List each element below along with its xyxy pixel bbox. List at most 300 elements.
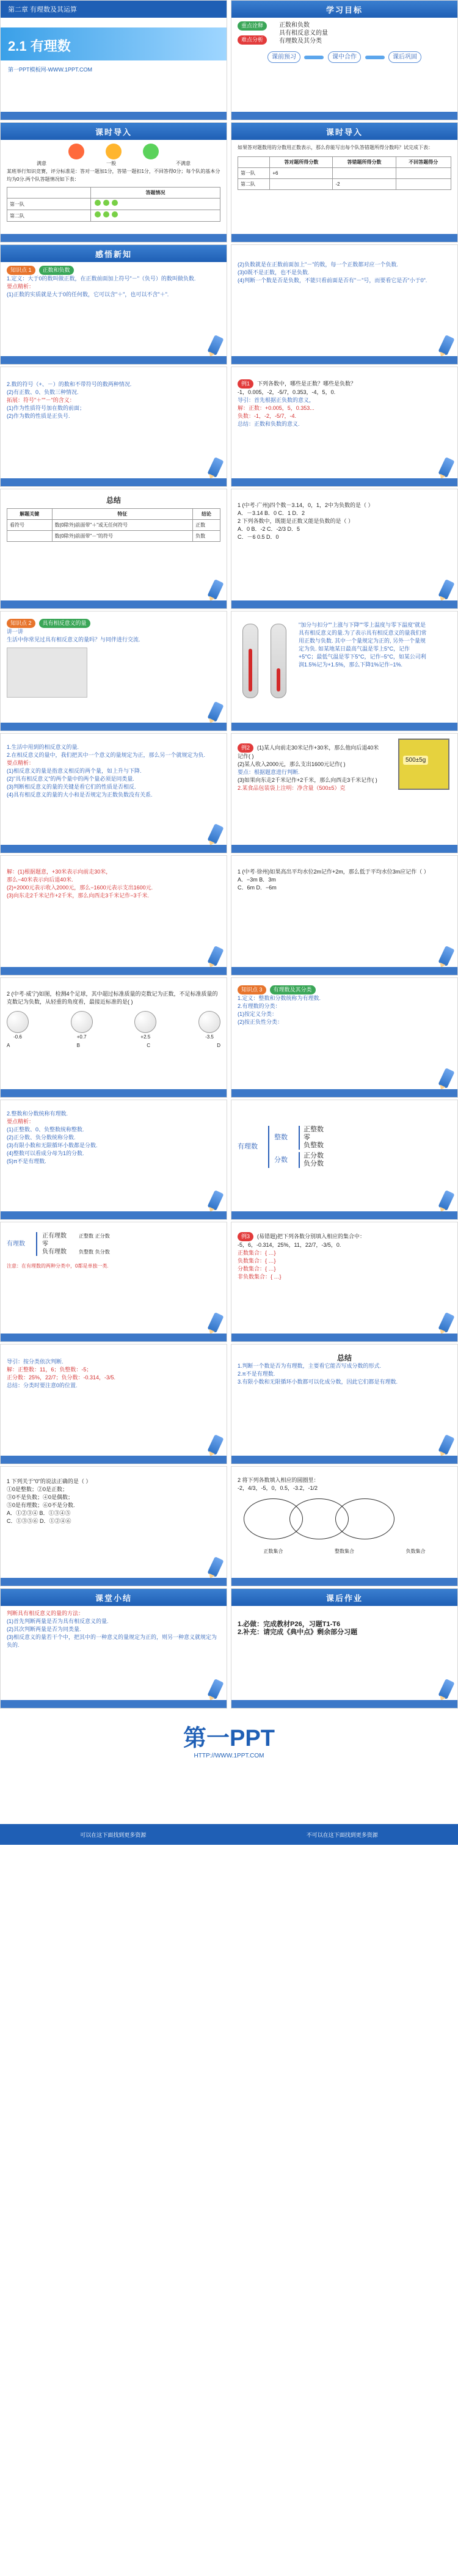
- line: C．①③⑤⑥ D．①②④⑥: [7, 1518, 71, 1524]
- rice-bag-icon: [398, 739, 449, 790]
- slide-kp2-notes[interactable]: [0, 733, 227, 853]
- face-label-3: 不满意: [176, 161, 191, 166]
- football-icon: [134, 1011, 156, 1040]
- cell: [396, 179, 451, 190]
- table-head: [238, 157, 270, 168]
- slide-classification-1[interactable]: [231, 1100, 458, 1220]
- line: 2 将下列各数填入相应的圆圈里：: [238, 1477, 319, 1483]
- ex3-sol-body: [1, 1354, 227, 1393]
- slide-footer: [231, 1700, 457, 1708]
- line: 1.定义：整数和分数统称为有理数.: [238, 995, 321, 1001]
- classification-2-body: [1, 1228, 227, 1274]
- line: 总结：正数和负数的意义.: [238, 421, 300, 427]
- pencil-icon: [438, 457, 454, 478]
- line: (4)判断一个数是否是负数，不能只看前面是否有"－"号，而要看它是否"小于0".: [238, 277, 427, 283]
- leaf: 正整数: [304, 1126, 324, 1133]
- row-5: [0, 489, 458, 609]
- slide-cover[interactable]: [0, 0, 227, 120]
- item: 零: [42, 1241, 48, 1247]
- dots-cell: [91, 210, 220, 222]
- item: 负有理数: [42, 1249, 67, 1255]
- th: 特征: [52, 509, 193, 520]
- line: A．−3m B．3m: [238, 877, 276, 883]
- line: 2.有理数的分类：: [238, 1003, 281, 1009]
- pencil-icon: [438, 1434, 454, 1455]
- row-4: [0, 367, 458, 487]
- slide-example-3[interactable]: [231, 1222, 458, 1342]
- line: 分数集合：{ …}: [238, 1266, 276, 1272]
- ball-value: +2.5: [140, 1034, 151, 1040]
- td: 负数: [193, 531, 220, 542]
- line: A．－3.14 B．0 C．1 D．2: [238, 510, 305, 516]
- line: 1 (中考·徐州)如果高出平均水位2m记作+2m，那么低于平均水位3m应记作（ ）: [238, 869, 429, 875]
- line: 2 (中考·威宁)如图，检测4个足球，其中超过标准质量的克数记为正数，不足标准质量的克数记为负数，从轻重的角度看，最接近标准的是( ): [7, 991, 218, 1005]
- slide-footer: [1, 1578, 227, 1586]
- pencil-icon: [207, 946, 224, 966]
- sub: 负整数: [79, 1249, 93, 1255]
- slide-class-summary[interactable]: [0, 1588, 227, 1709]
- slide-footer: [1, 356, 227, 364]
- kp3-body: [231, 982, 457, 1030]
- end-banner: [0, 1710, 458, 1845]
- intro2-text: 如果答对题数用的分数用正数表示，那么你能写出每个队答错题所得分数吗？试完成下表：: [238, 145, 433, 150]
- line: 2.在相反意义的量中，我们把其中一个意义的量规定为正，那么另一个就规定为负.: [7, 752, 206, 758]
- line: 1.判断一个数是否为有理数，主要看它能否写成分数的形式.: [238, 1363, 382, 1369]
- venn-label: 负数集合: [405, 1549, 426, 1554]
- flow-1: 课前预习: [267, 51, 300, 63]
- kp1-line-2: 要点精析：: [7, 283, 35, 290]
- pencil-icon: [207, 335, 224, 356]
- kp1-line-3: (1)正数的实质就是大于0的任何数，它可以含"＋"，也可以不含"＋".: [7, 291, 169, 297]
- pencil-icon: [438, 1312, 454, 1333]
- objective-3: 有理数及其分类: [279, 38, 322, 45]
- pencil-icon: [207, 1312, 224, 1333]
- line: 要点：根据题意进行判断.: [238, 769, 300, 775]
- root: 有理数: [238, 1143, 258, 1150]
- slide-intro-2[interactable]: [231, 122, 458, 243]
- line: (2)其次判断两量是否为同类量.: [7, 1626, 81, 1632]
- row-13: [0, 1466, 458, 1586]
- line: (1)按定义分类：: [238, 1011, 277, 1017]
- slide-title: 课时导入: [231, 123, 457, 140]
- slide-new-knowledge[interactable]: [0, 244, 227, 365]
- slide-kp2-explain[interactable]: [231, 611, 458, 731]
- slide-footer: [1, 1334, 227, 1341]
- line: (1)相反意义的量是指意义相反的两个量，如上升与下降.: [7, 768, 142, 774]
- slide-kp3[interactable]: [231, 977, 458, 1098]
- line: "加分与扣分""上涨与下降""零上温度与零下温度"就是具有相反意义的量.为了表示具有相反意义的量我们常用正数与负数. 其中一个量规定为正的, 另外一个量规定为负. 如某地某日最高气温是零上5°C，记作+5°C；最低气温是零下5°C，记作−5°C，如某公司利润1.5%记为+1.5%，那么下降1%记作−1%.: [299, 622, 427, 668]
- pencil-icon: [207, 823, 224, 844]
- cell: [270, 179, 333, 190]
- td: 数(0除外)前面带"－"的符号: [52, 531, 193, 542]
- th: 结论: [193, 509, 220, 520]
- line: 那么−40米表示向后退40米.: [7, 877, 73, 883]
- row-6: [0, 611, 458, 731]
- slide-intro-1[interactable]: [0, 122, 227, 243]
- row-1: [0, 0, 458, 120]
- slide-footer: [231, 1089, 457, 1097]
- summary-1-body: [1, 493, 227, 545]
- table-head: 答题情况: [91, 188, 220, 199]
- kp1-body: [1, 262, 227, 302]
- example-tag: 例3: [238, 1232, 253, 1241]
- answer-table: [7, 187, 220, 222]
- kp3-notes-body: [1, 1106, 227, 1169]
- kp-tag: 知识点 3: [238, 985, 266, 994]
- line: ①0是整数；②0是正数；: [7, 1486, 68, 1492]
- line: (2)作为数的性质是正负号.: [7, 413, 70, 419]
- slide-footer: [231, 112, 457, 120]
- row-12: [0, 1344, 458, 1464]
- kp1-line-1: 1.定义：大于0的数叫做正数，在正数前面加上符号"－"（负号）的数叫做负数.: [7, 275, 196, 282]
- slide-footer: [231, 1334, 457, 1341]
- ex1-body: [231, 376, 457, 432]
- line: (3)0既不是正数，也不是负数.: [238, 269, 310, 275]
- line: 1.生活中用到的相反意义的量.: [7, 744, 79, 750]
- line: 正分数：25%，22/7；负分数：-0.314，-3/5.: [7, 1374, 116, 1381]
- intro-text: 某班举行知识竞赛，评分标准是：答对一题加1分，答错一题扣1分，不回答得0分；每个队的基本分均为0分.两个队答题情况如下表：: [7, 169, 220, 182]
- slide-homework[interactable]: [231, 1588, 458, 1709]
- cover-title: 2.1 有理数: [8, 38, 71, 54]
- slide-example-3-solution[interactable]: [0, 1344, 227, 1464]
- leaf: 负整数: [304, 1142, 324, 1149]
- slide-exercise-1[interactable]: [231, 489, 458, 609]
- td: [7, 531, 53, 542]
- example-tag: 例1: [238, 379, 253, 389]
- slide-footer: [1, 967, 227, 975]
- root: 有理数: [7, 1241, 25, 1247]
- item: 正有理数: [42, 1233, 67, 1239]
- th: 解题关键: [7, 509, 53, 520]
- classroom-image: [7, 648, 87, 698]
- slide-example-2-solution[interactable]: [0, 855, 227, 976]
- slide-footer: [1, 723, 227, 731]
- pencil-icon: [207, 457, 224, 478]
- slide-exercise-3[interactable]: [0, 977, 227, 1098]
- line: 2.某食品包装袋上注明：净含量（500±5）克: [238, 785, 346, 791]
- pencil-icon: [207, 1679, 224, 1699]
- exercise-3-body: [1, 987, 227, 1053]
- summary-2-body: [231, 1351, 457, 1390]
- leaf: 零: [304, 1134, 310, 1141]
- exercise-1-body: [231, 498, 457, 545]
- line: (3)判断相反意义的量的关键是看它们的性质是否相反.: [7, 784, 136, 790]
- line: -5，6，-0.314，25%，11，22/7，-3/5，0.: [238, 1242, 341, 1248]
- line: ⑤0是有理数；⑥0不是分数.: [7, 1502, 75, 1508]
- slide-exercise-5[interactable]: [231, 1466, 458, 1586]
- line: 要点精析：: [7, 760, 35, 766]
- line: -1，0.005，-2，-5/7，0.353，-4，5，0.: [238, 389, 336, 395]
- line: (2)有正数、0、负数三种情况.: [7, 389, 79, 395]
- line: 1.必做：完成教材P26，习题T1-T6: [238, 1621, 341, 1628]
- slide-footer: [1, 234, 227, 242]
- kp-tag: 知识点 2: [7, 619, 35, 628]
- slide-exercise-4[interactable]: [0, 1466, 227, 1586]
- line: (2)某人收入2000元，那么支出1600元记作( ): [238, 761, 346, 767]
- line: 解：(1)根据题意，+30米表示向前走30米，: [7, 869, 112, 875]
- tag-focus: 重点诠释: [238, 21, 267, 31]
- line: 2.π不是有理数.: [238, 1371, 275, 1377]
- kp1-more-body: [1, 377, 227, 424]
- slide-title: 课堂小结: [1, 1589, 227, 1606]
- slide-title: 课后作业: [231, 1589, 457, 1606]
- objectives-body: [231, 18, 457, 67]
- table-head: 答对题所得分数: [270, 157, 333, 168]
- line: (1)某人向前走30米记作+30米，那么他向后退40米记作( ): [238, 745, 379, 759]
- ball-label: B: [76, 1043, 80, 1048]
- slide-example-1[interactable]: [231, 367, 458, 487]
- slide-footer: [1, 1456, 227, 1464]
- info-right: 不可以在这下面找到更多资源: [306, 1831, 378, 1838]
- arrow-icon: [304, 56, 324, 59]
- row-7: [0, 733, 458, 853]
- slide-footer: [231, 845, 457, 853]
- td: 数(0除外)前面带"＋"或无任何符号: [52, 520, 193, 531]
- slide-kp1-cont[interactable]: [231, 244, 458, 365]
- row-11: [0, 1222, 458, 1342]
- homework-body: [231, 1617, 457, 1640]
- cell: +6: [270, 168, 333, 179]
- line: 解：正整数：11，6；负整数：-5；: [7, 1366, 92, 1373]
- chapter-line: 第二章 有理数及其运算: [1, 1, 227, 18]
- kp-tag: 知识点 1: [7, 266, 35, 275]
- line: (1)正整数、0、负整数统称整数.: [7, 1126, 84, 1133]
- kp1-cont-body: [231, 257, 457, 288]
- line: (2)+2000元表示收入2000元，那么−1600元表示支出1600元.: [7, 885, 153, 891]
- line: (2)"具有相反意义"的两个量中的两个量必须是同类量.: [7, 776, 134, 782]
- line: (1)首先判断两量是否为具有相反意义的量.: [7, 1618, 109, 1624]
- football-icon: [71, 1011, 93, 1040]
- row-8: [0, 855, 458, 976]
- pencil-icon: [207, 1190, 224, 1211]
- slide-title: 课时导入: [1, 123, 227, 140]
- line: A．0 B．-2 C．-2/3 D．5: [238, 526, 300, 532]
- slide-footer: [231, 1456, 457, 1464]
- line: 负数集合：{ …}: [238, 1258, 276, 1264]
- line: 总结：分类时要注意0的位置.: [7, 1382, 78, 1388]
- score-table: [238, 156, 451, 190]
- satisfied-face-icon: [68, 144, 84, 159]
- unsatisfied-face-icon: [143, 144, 159, 159]
- line: 导引：首先根据正负数的意义，: [238, 397, 315, 403]
- slide-footer: [231, 1211, 457, 1219]
- line: 解：正数：+0.005，5，0.353...: [238, 405, 314, 411]
- kp-topic: 具有相反意义的量: [39, 619, 90, 628]
- class-summary-body: [1, 1606, 227, 1653]
- exercise-5-body: [231, 1473, 457, 1559]
- line: ③0不是负数；④0是偶数；: [7, 1494, 74, 1500]
- slide-exercise-2[interactable]: [231, 855, 458, 976]
- pencil-icon: [438, 1190, 454, 1211]
- line: 2 下列各数中，既能是正数又能是负数的是（ ）: [238, 518, 354, 524]
- line: (3)相反意义的量若干个中，把其中的一种意义的量规定为正的，则另一种意义就规定为负的.: [7, 1634, 217, 1648]
- line: (3)向东走2千米记作+2千米，那么向西走3千米记作−3千米.: [7, 892, 150, 899]
- line: (5)π不是有理数.: [7, 1158, 46, 1164]
- line: 拓展：符号"＋""－"的含义：: [7, 397, 75, 403]
- pencil-icon: [438, 1068, 454, 1089]
- pencil-icon: [207, 701, 224, 722]
- dots-cell: [91, 199, 220, 210]
- kp2-notes-body: [1, 740, 227, 803]
- exercise-4-body: [1, 1474, 227, 1529]
- row-2: [0, 122, 458, 243]
- slide-title: 感悟新知: [1, 245, 227, 262]
- line: 3.有限小数和无限循环小数都可以化成分数，因此它们都是有理数.: [238, 1379, 398, 1385]
- line: 负数：-1，-2，-5/7，-4.: [238, 413, 297, 419]
- classification-1-body: [231, 1122, 457, 1172]
- venn-label: 正数集合: [263, 1549, 283, 1554]
- arrow-icon: [365, 56, 385, 59]
- ball-value: -0.6: [13, 1034, 22, 1040]
- slide-summary-1[interactable]: [0, 489, 227, 609]
- balls-row: [7, 1011, 220, 1040]
- table-head: 不回答题得分: [396, 157, 451, 168]
- summary-title: 总结: [336, 1354, 352, 1362]
- line: (2)正分数、负分数统称分数.: [7, 1134, 76, 1140]
- ball-value: -3.5: [205, 1034, 214, 1040]
- bag-label: 500±5g: [403, 756, 428, 765]
- row-10: [0, 1100, 458, 1220]
- line: 2.整数和分数统称有理数.: [7, 1111, 68, 1117]
- line: 2.补充：请完成《典中点》剩余部分习题: [238, 1629, 358, 1636]
- slide-title: 学习目标: [231, 1, 457, 18]
- row-9: [0, 977, 458, 1098]
- line: 非负数集合：{ …}: [238, 1274, 282, 1280]
- football-icon: [198, 1011, 220, 1040]
- flow-3: 课后巩固: [388, 51, 421, 63]
- slide-kp3-notes[interactable]: [0, 1100, 227, 1220]
- sub: 正分数: [95, 1233, 110, 1239]
- ball-label: D: [217, 1043, 220, 1048]
- objective-1: 正数和负数: [279, 22, 310, 29]
- slide-footer: [1, 478, 227, 486]
- slide-footer: [1, 845, 227, 853]
- line: (3)有限小数和无限循环小数都是分数.: [7, 1142, 98, 1148]
- ppt-url[interactable]: HTTP://WWW.1PPT.COM: [194, 1753, 264, 1759]
- pencil-icon: [438, 946, 454, 966]
- branch: 分数: [274, 1156, 288, 1164]
- ex3-body: [231, 1228, 457, 1285]
- venn-label: 整数集合: [334, 1549, 354, 1554]
- objective-2: 具有相反意义的量: [279, 30, 329, 37]
- line: C．6m D．−6m: [238, 885, 277, 891]
- line: (4)具有相反意义的量的大小和是否规定为正数负数没有关系.: [7, 792, 153, 798]
- cell: [333, 168, 396, 179]
- ppt-logo: 第一PPT: [183, 1726, 275, 1751]
- row-label: 第一队: [7, 199, 91, 210]
- line: C．－6 0.5 D．0: [238, 534, 279, 540]
- example-tag: 例2: [238, 743, 253, 753]
- pencil-icon: [207, 579, 224, 600]
- slide-classification-2[interactable]: [0, 1222, 227, 1342]
- cell: -2: [333, 179, 396, 190]
- slide-footer: [1, 1700, 227, 1708]
- face-label-1: 满意: [37, 161, 46, 166]
- slide-footer: [231, 967, 457, 975]
- row-label: 第二队: [7, 210, 91, 222]
- line: (易错题)把下列各数分别填入相应的集合中：: [257, 1233, 366, 1239]
- slide-footer: [1, 1089, 227, 1097]
- cell: [396, 168, 451, 179]
- line: 下列各数中，哪些是正数？哪些是负数？: [257, 381, 357, 387]
- pencil-icon: [438, 335, 454, 356]
- pencil-icon: [438, 579, 454, 600]
- thermometer-icon: [271, 624, 286, 698]
- slide-footer: [231, 723, 457, 731]
- slide-summary-2[interactable]: [231, 1344, 458, 1464]
- cell: 第二队: [238, 179, 270, 190]
- slide-kp2[interactable]: [0, 611, 227, 731]
- summary-title: 总结: [106, 496, 121, 505]
- leaf: 正分数: [304, 1152, 324, 1159]
- line: (2)按正负性分类：: [238, 1019, 283, 1025]
- line: 判断具有相反意义的量的方法：: [7, 1610, 84, 1616]
- cell: 第一队: [238, 168, 270, 179]
- line: (3)如果向东走2千米记作+2千米，那么向西走3千米记作( ): [238, 777, 377, 783]
- note: 注意：在有理数的两种分类中，0都是单独一类.: [7, 1263, 109, 1269]
- slide-kp1-more[interactable]: [0, 367, 227, 487]
- intro2-body: [231, 140, 457, 194]
- slide-footer: [1, 1211, 227, 1219]
- venn-diagram: [238, 1492, 451, 1547]
- line: A．①②③④ B．①③④⑤: [7, 1510, 71, 1516]
- row-3: [0, 244, 458, 365]
- line: 2.数的符号（+、－）的数和不带符号的数两种情况.: [7, 381, 132, 387]
- summary-table: [7, 508, 220, 542]
- line: 1 (中考·广州)四个数－3.14，0，1，2中为负数的是（ ）: [238, 502, 374, 508]
- kp-topic: 正数和负数: [39, 266, 74, 275]
- ball-label: A: [7, 1043, 10, 1048]
- slide-footer: [231, 1578, 457, 1586]
- kp2-explain-body: [293, 618, 433, 702]
- slide-footer: [231, 234, 457, 242]
- pencil-icon: [207, 1434, 224, 1455]
- exercise-2-body: [231, 864, 457, 896]
- td: 正数: [193, 520, 220, 531]
- tag-difficulty: 难点分析: [238, 35, 267, 45]
- line: 正数集合：{ …}: [238, 1250, 276, 1256]
- slide-footer: [1, 112, 227, 120]
- info-left: 可以在这下面找到更多资源: [80, 1831, 147, 1838]
- venn-circle-right: [335, 1498, 394, 1539]
- sub: 负分数: [95, 1249, 110, 1255]
- line: (4)整数可以看成分母为1的分数.: [7, 1150, 84, 1156]
- leaf: 负分数: [304, 1160, 324, 1167]
- line: -2，4/3，-5，0，0.5，-3.2，-1/2: [238, 1485, 318, 1491]
- line: 要点精析：: [7, 1118, 35, 1125]
- kp2-body: [1, 615, 227, 701]
- flow-2: 课中合作: [328, 51, 361, 63]
- intro-body: [1, 140, 227, 225]
- slide-footer: [231, 478, 457, 486]
- neutral-face-icon: [106, 144, 122, 159]
- slide-objectives[interactable]: [231, 0, 458, 120]
- football-icon: [7, 1011, 29, 1040]
- slide-footer: [231, 600, 457, 608]
- slide-footer: [231, 356, 457, 364]
- slide-example-2[interactable]: [231, 733, 458, 853]
- thermometer-icon: [242, 624, 258, 698]
- pencil-icon: [438, 1679, 454, 1699]
- pencil-icon: [207, 1556, 224, 1577]
- cover-source: 第一PPT模板网-WWW.1PPT.COM: [8, 67, 92, 73]
- line: 讲一讲: [7, 629, 24, 635]
- sub: 正整数: [79, 1233, 93, 1239]
- ball-label: C: [147, 1043, 150, 1048]
- line: 导引：按分类依次判断.: [7, 1359, 64, 1365]
- ball-value: +0.7: [76, 1034, 87, 1040]
- table-head: 答错题所得分数: [333, 157, 396, 168]
